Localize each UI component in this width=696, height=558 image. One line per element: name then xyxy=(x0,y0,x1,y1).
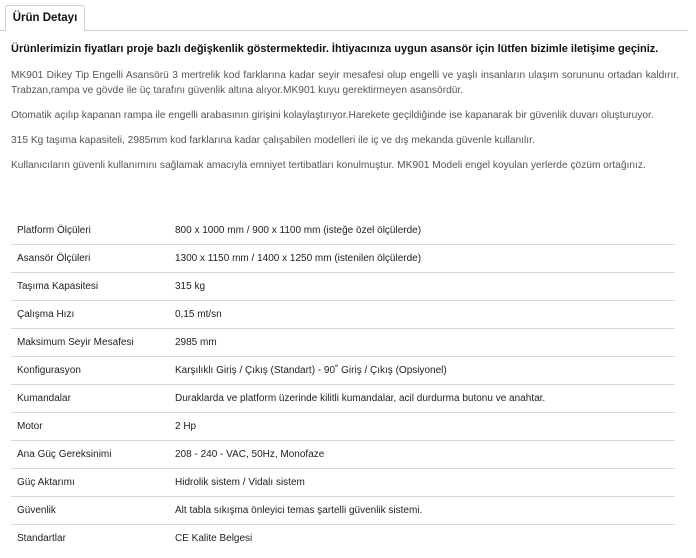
spec-key: Platform Ölçüleri xyxy=(11,217,169,245)
spec-key: Çalışma Hızı xyxy=(11,301,169,329)
product-description xyxy=(11,42,679,173)
spec-key: Kumandalar xyxy=(11,385,169,413)
spec-value: Hidrolik sistem / Vidalı sistem xyxy=(169,469,675,497)
table-row xyxy=(11,385,675,413)
tab-bar xyxy=(0,0,696,31)
spec-key: Motor xyxy=(11,413,169,441)
spec-value: 800 x 1000 mm / 900 x 1100 mm (isteğe özel ölçülerde) xyxy=(169,217,675,245)
table-row xyxy=(11,273,675,301)
spec-value: CE Kalite Belgesi xyxy=(175,533,253,544)
pricing-notice: Ürünlerimizin fiyatları proje bazlı değişkenlik göstermektedir. İhtiyacınıza uygun asansör için lütfen bizimle iletişime geçiniz. xyxy=(11,43,659,55)
spec-key: Standartlar xyxy=(17,533,66,544)
spec-value: 208 - 240 - VAC, 50Hz, Monofaze xyxy=(169,441,675,469)
table-row xyxy=(11,525,675,553)
description-paragraph: 315 Kg taşıma kapasiteli, 2985mm kod farklarına kadar çalışabilen modelleri ile iç ve dış mekanda güvenle kullanılır. xyxy=(11,135,535,146)
spec-key: Ana Güç Gereksinimi xyxy=(11,441,169,469)
spec-key: Güvenlik xyxy=(11,497,169,525)
table-row xyxy=(11,217,675,245)
spec-value: 0,15 mt/sn xyxy=(169,301,675,329)
spec-key: Taşıma Kapasitesi xyxy=(11,273,169,301)
spec-value: 1300 x 1150 mm / 1400 x 1250 mm (istenilen ölçülerde) xyxy=(169,245,675,273)
table-row xyxy=(11,301,675,329)
table-row xyxy=(11,441,675,469)
spec-value: Duraklarda ve platform üzerinde kilitli kumandalar, acil durdurma butonu ve anahtar. xyxy=(169,385,675,413)
spec-key: Asansör Ölçüleri xyxy=(11,245,169,273)
spec-key: Güç Aktarımı xyxy=(11,469,169,497)
spec-key: Maksimum Seyir Mesafesi xyxy=(11,329,169,357)
spec-value: Karşılıklı Giriş / Çıkış (Standart) - 90˚ Giriş / Çıkış (Opsiyonel) xyxy=(169,357,675,385)
spec-key: Konfigurasyon xyxy=(11,357,169,385)
tab-divider xyxy=(0,30,688,31)
spec-value: 2985 mm xyxy=(169,329,675,357)
description-paragraph: MK901 Dikey Tip Engelli Asansörü 3 mertrelik kod farklarına kadar seyir mesafesi olup engelli ve yaşlı insanların ulaşım sorununu ortadan kaldırır. Trabzan,rampa ve gövde ile üç tarafını güvenlik altına alıyor.MK901 kuyu gerektirmeyen asansördür. xyxy=(11,70,679,96)
table-row xyxy=(11,245,675,273)
description-paragraph: Kullanıcıların güvenli kullanımını sağlamak amacıyla emniyet tertibatları konulmuştur. MK901 Modeli engel koyulan yerlerde çözüm ortağınız. xyxy=(11,160,646,171)
table-row xyxy=(11,469,675,497)
tab-product-detail[interactable] xyxy=(5,5,85,30)
spec-value: Alt tabla sıkışma önleyici temas şartelli güvenlik sistemi. xyxy=(169,497,675,525)
table-row xyxy=(11,497,675,525)
tab-label: Ürün Detayı xyxy=(12,12,78,24)
table-row xyxy=(11,357,675,385)
spec-table xyxy=(11,217,675,552)
description-paragraph: Otomatik açılıp kapanan rampa ile engelli arabasının girişini kolaylaştırıyor.Harekete geçildiğinde ise kapanarak bir güvenlik duvarı oluşturuyor. xyxy=(11,110,654,121)
table-row xyxy=(11,329,675,357)
table-row xyxy=(11,413,675,441)
spec-value: 2 Hp xyxy=(169,413,675,441)
spec-value: 315 kg xyxy=(169,273,675,301)
